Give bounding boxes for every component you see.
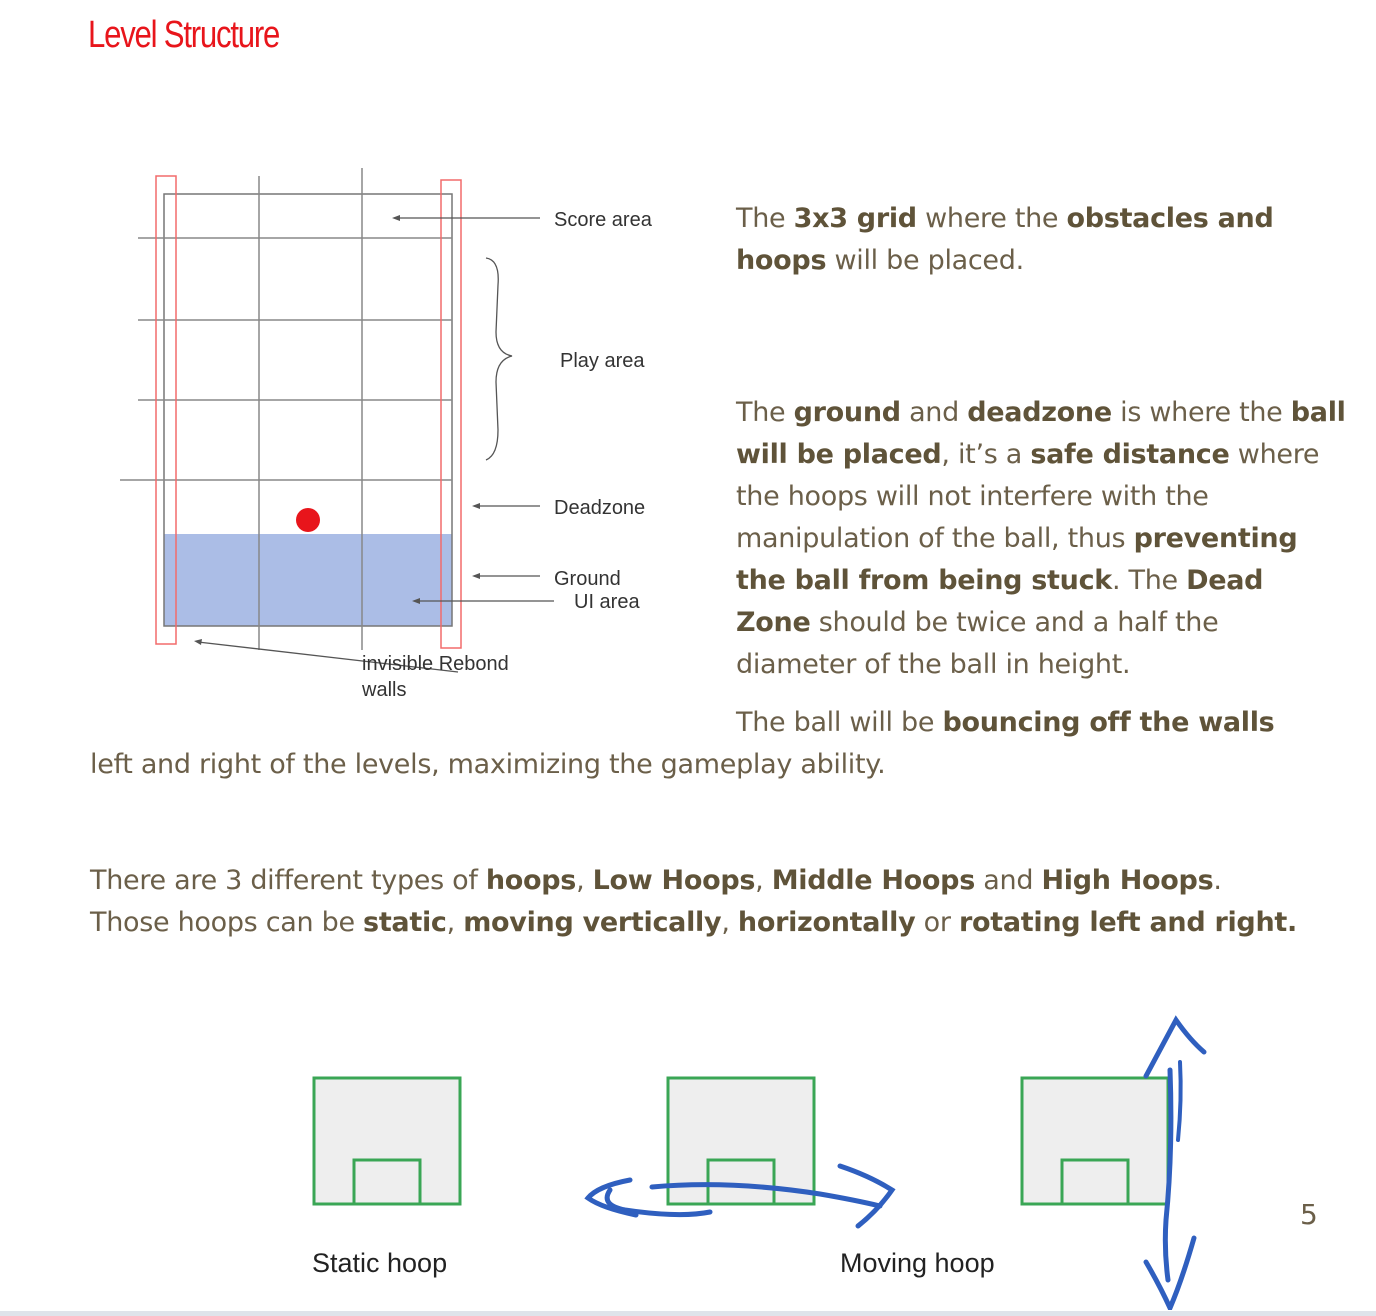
right-arrowhead-icon (840, 1166, 892, 1226)
bold-text: Dead Zone (736, 565, 1264, 638)
bold-text: deadzone (967, 397, 1112, 428)
ui-area-label: UI area (574, 591, 640, 613)
moving-hoop-label: Moving hoop (840, 1248, 995, 1278)
text-run: The ball will be (736, 707, 943, 738)
text-run: The (736, 203, 794, 234)
bold-text: High Hoops (1041, 865, 1214, 896)
bold-text: static (363, 907, 447, 938)
text-run: should be twice and a half the diameter of the ball in height. (736, 607, 1219, 680)
text-run: . The (1111, 565, 1187, 596)
rebound-walls-label-line1: invisible Rebond (362, 653, 509, 675)
bold-text: 3x3 grid (793, 203, 917, 234)
static-hoop-backboard (314, 1078, 460, 1204)
vertical-motion-arrow-right-icon (1178, 1062, 1181, 1140)
bold-text: preventing the ball from being stuck (736, 523, 1298, 596)
ground-arrowhead (472, 573, 480, 579)
ground-ui-area-fill (164, 534, 452, 626)
page-number: 5 (1300, 1198, 1318, 1231)
paragraph-hoop-types-line-1 (90, 860, 1350, 902)
text-run: where the (916, 203, 1067, 234)
bold-text: hoops (485, 865, 577, 896)
bold-text: ground (793, 397, 901, 428)
vertical-hoop-backboard (1022, 1078, 1168, 1204)
text-run: is where the (1111, 397, 1291, 428)
rebound-walls-label-line2: walls (362, 679, 407, 701)
hoop-figures (280, 1010, 1240, 1310)
text-run: where the hoops will not interfere with the manipulation of the ball, thus (736, 439, 1320, 554)
static-hoop-label: Static hoop (312, 1248, 448, 1278)
bold-text: Low Hoops (592, 865, 756, 896)
bold-text: moving vertically (463, 907, 722, 938)
bold-text: horizontally (737, 907, 916, 938)
bold-text: rotating left and right. (958, 907, 1297, 938)
score-area-arrowhead (392, 215, 400, 221)
paragraph-bounce-line-1 (736, 702, 1336, 744)
hoop-figures-svg (280, 1010, 1240, 1310)
bold-text: bouncing off the walls (942, 707, 1275, 738)
bold-text: Middle Hoops (771, 865, 975, 896)
static-hoop (314, 1078, 460, 1204)
deadzone-label: Deadzone (554, 497, 646, 519)
bold-text: safe distance (1030, 439, 1230, 470)
page-bottom-border (0, 1311, 1376, 1316)
level-structure-svg (100, 160, 680, 720)
page-title: Level Structure (88, 14, 280, 56)
text-run: There are 3 different types of (90, 865, 486, 896)
vertical-moving-hoop (1022, 1020, 1204, 1308)
ball (296, 508, 320, 532)
text-run: or (915, 907, 959, 938)
text-run: , (446, 907, 464, 938)
text-run: . (1213, 865, 1222, 896)
bold-text: ball will be placed (736, 397, 1346, 470)
text-run: and (900, 397, 968, 428)
rebound-walls-arrowhead (194, 639, 202, 645)
text-run: The (736, 397, 794, 428)
text-run: Those hoops can be (90, 907, 364, 938)
paragraph-grid (736, 198, 1336, 282)
horizontal-moving-hoop (588, 1078, 892, 1226)
play-area-brace (486, 258, 512, 460)
ground-label: Ground (554, 568, 621, 590)
deadzone-arrowhead (472, 503, 480, 509)
paragraph-bounce-line-2 (90, 744, 1090, 786)
text-run: , (576, 865, 593, 896)
down-arrowhead-icon (1146, 1238, 1194, 1308)
text-run: left and right of the levels, maximizing the gameplay ability. (90, 749, 886, 780)
text-run: will be placed. (826, 245, 1024, 276)
text-run: , (721, 907, 738, 938)
score-area-label: Score area (554, 209, 652, 231)
paragraph-hoop-types-line-2 (90, 902, 1350, 944)
play-area-label: Play area (560, 350, 645, 372)
text-run: and (974, 865, 1042, 896)
paragraph-ground-deadzone (736, 392, 1346, 686)
text-run: , (755, 865, 772, 896)
level-structure-diagram (100, 160, 680, 720)
up-arrowhead-icon (1146, 1020, 1204, 1076)
bold-text: obstacles and hoops (736, 203, 1274, 276)
text-run: , it’s a (941, 439, 1031, 470)
